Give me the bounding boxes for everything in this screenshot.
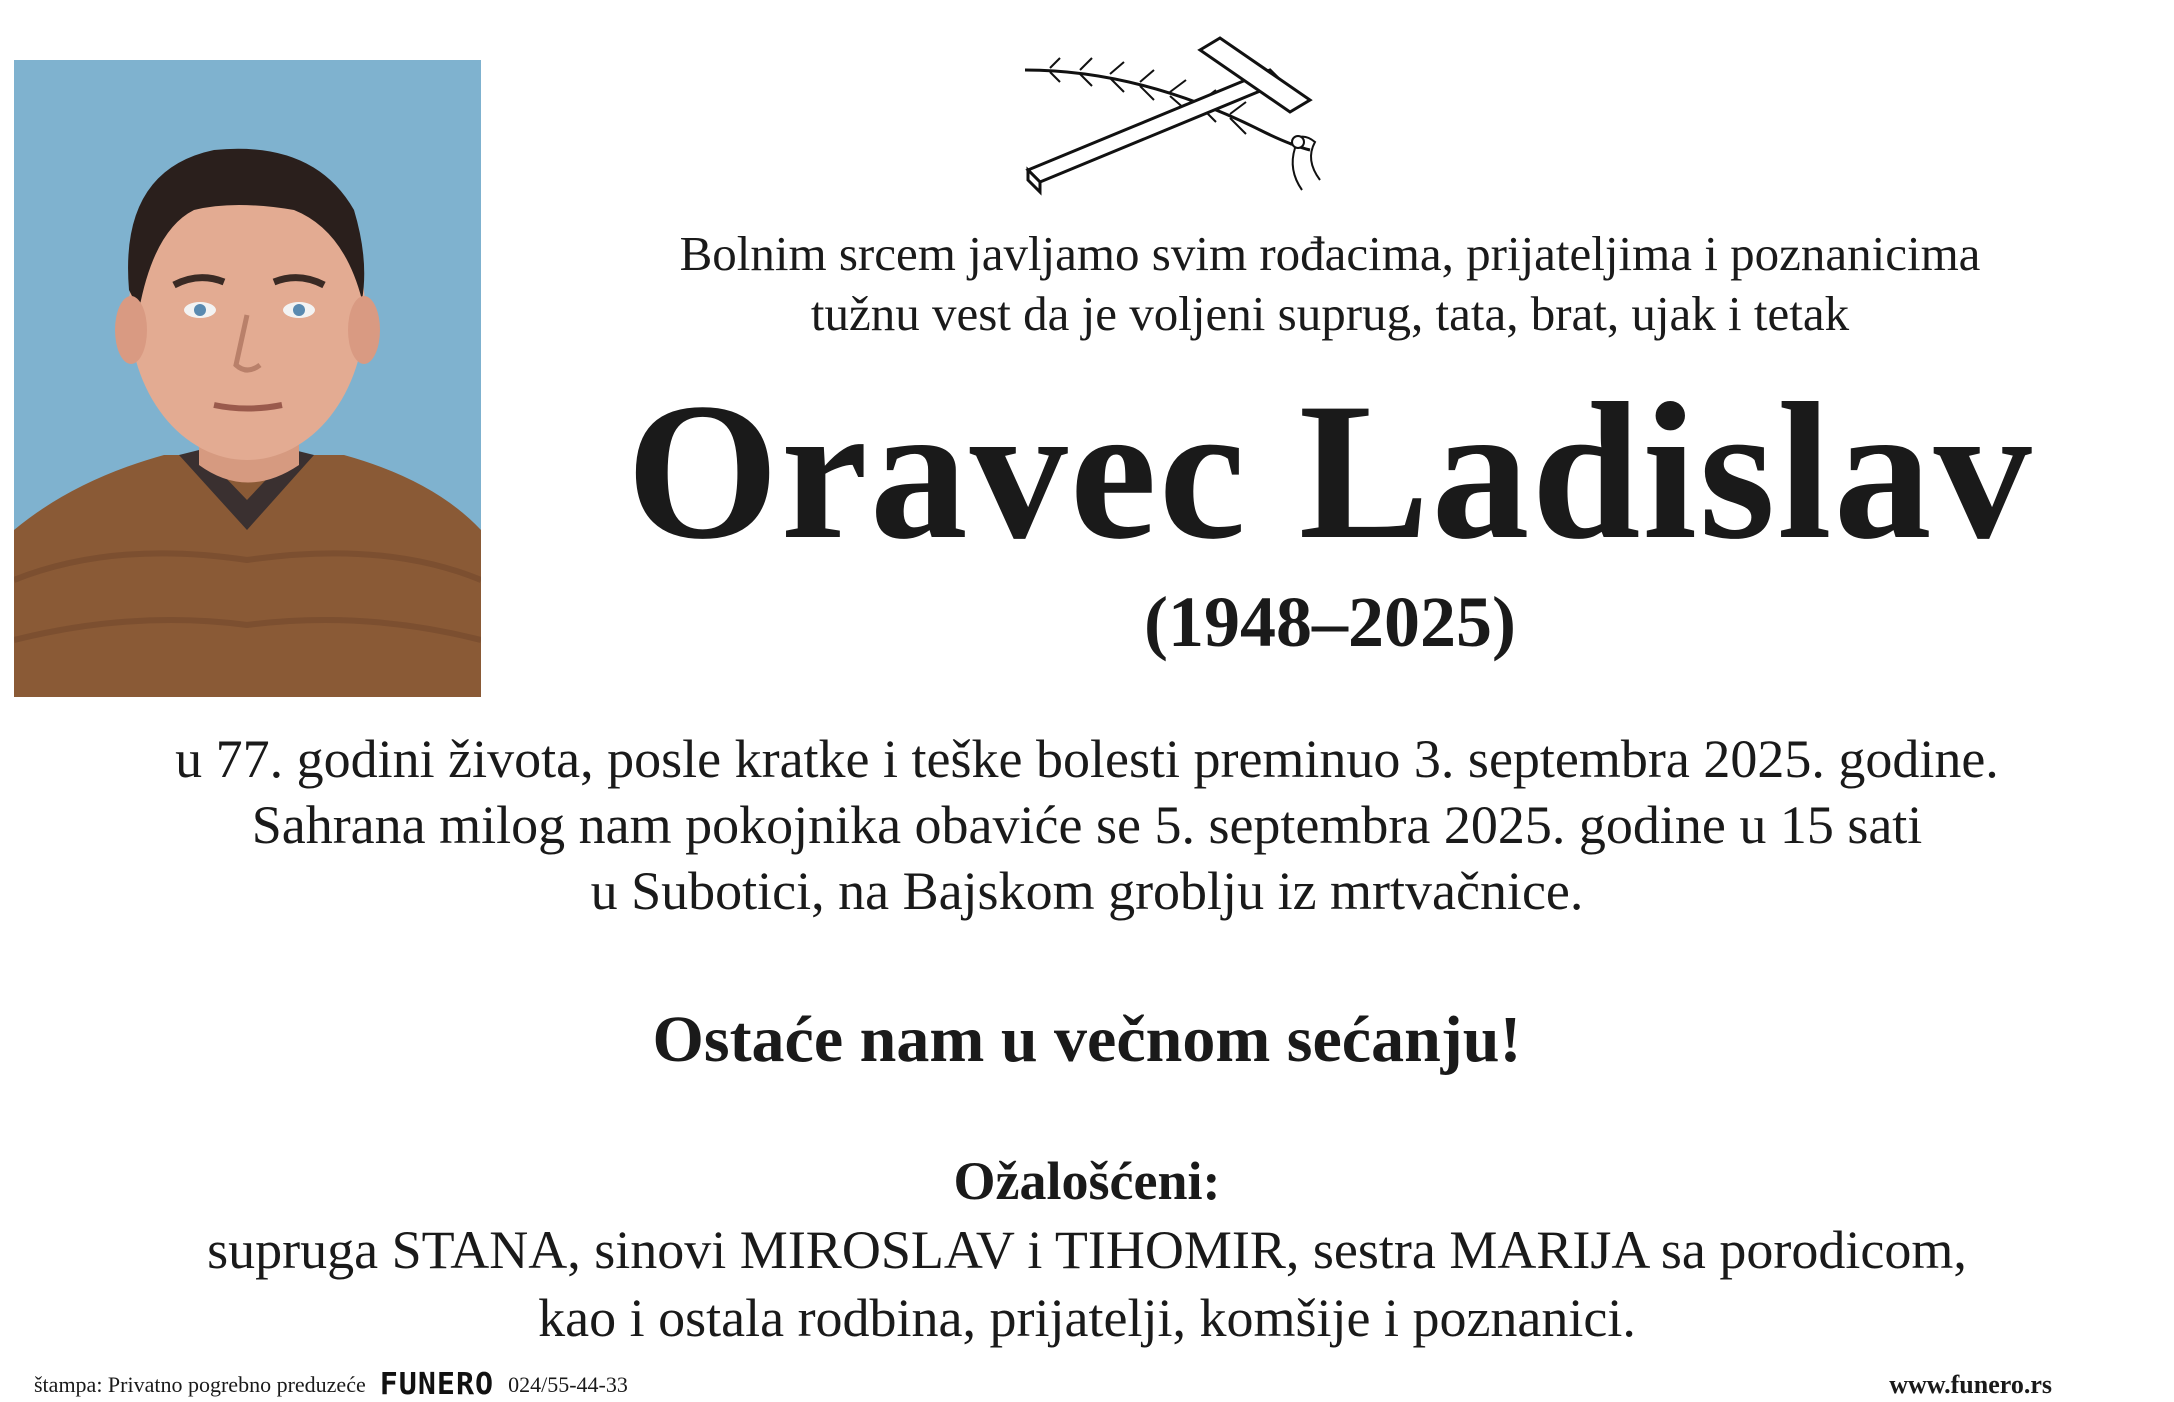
print-label: štampa: Privatno pogrebno preduzeće [34, 1372, 366, 1397]
deceased-years: (1948–2025) [1144, 582, 1516, 662]
print-credit [34, 1367, 628, 1402]
mourners-line: kao i ostala rodbina, prijatelji, komšije i poznanici. [538, 1288, 1636, 1348]
details-line: u 77. godini života, posle kratke i teške bolesti preminuo 3. septembra 2025. godine. [175, 729, 1999, 789]
deceased-portrait-photo [14, 60, 481, 697]
intro-line: tužnu vest da je voljeni suprug, tata, brat, ujak i tetak [810, 286, 1850, 341]
remembrance-text: Ostaće nam u večnom sećanju! [652, 1003, 1522, 1076]
phone-number: 024/55-44-33 [508, 1372, 628, 1397]
deceased-name: Oravec Ladislav [626, 363, 2034, 580]
details-line: u Subotici, na Bajskom groblju iz mrtvačnice. [590, 861, 1584, 921]
website-link[interactable]: www.funero.rs [1889, 1370, 2052, 1399]
cross-with-palm-branch-icon [1020, 30, 1340, 198]
details-line: Sahrana milog nam pokojnika obaviće se 5. septembra 2025. godine u 15 sati [251, 795, 1923, 855]
mourners-line: supruga STANA, sinovi MIROSLAV i TIHOMIR, sestra MARIJA sa porodicom, [207, 1220, 1967, 1280]
funero-logo: FUNERO [379, 1367, 495, 1402]
intro-line: Bolnim srcem javljamo svim rođacima, prijateljima i poznanicima [679, 226, 1981, 281]
mourners-list [0, 1216, 2174, 1352]
mourners-title: Ožalošćeni: [953, 1151, 1221, 1211]
death-and-funeral-details [0, 726, 2174, 924]
intro-text [500, 224, 2160, 344]
